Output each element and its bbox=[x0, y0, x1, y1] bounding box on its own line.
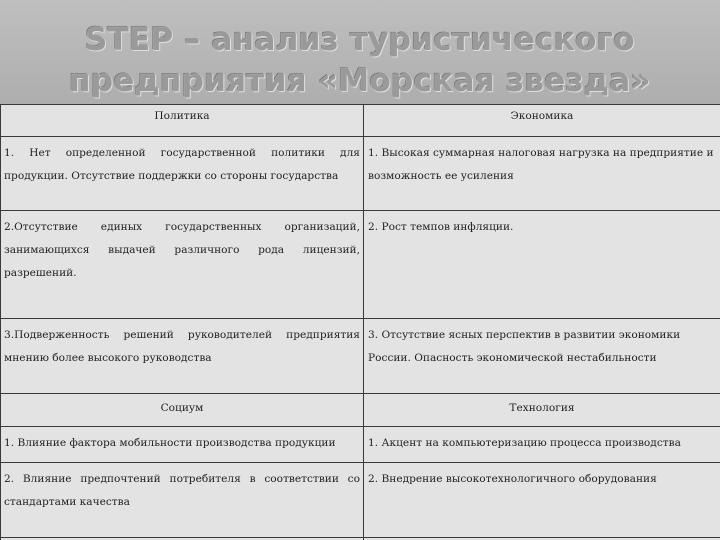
politics-item-2: 2.Отсутствие единых государственных организаций, занимающихся выдачей различного рода лицензий, разрешений. bbox=[4, 221, 360, 279]
politics-item-1: 1. Нет определенной государственной политики для продукции. Отсутствие поддержки со стороны государства bbox=[4, 147, 360, 182]
economy-item-1: 1. Высокая суммарная налоговая нагрузка на предприятие и возможность ее усиления bbox=[368, 147, 714, 182]
header-economy: Экономика bbox=[510, 110, 574, 122]
social-item-2: 2. Влияние предпочтений потребителя в соответствии со стандартами качества bbox=[4, 473, 360, 508]
row-divider bbox=[0, 462, 720, 463]
tech-item-1: 1. Акцент на компьютеризацию процесса производства bbox=[368, 437, 681, 449]
row-divider bbox=[0, 426, 720, 427]
slide-title-line-2: предприятия «Морская звезда» bbox=[69, 63, 651, 99]
header-tech: Технология bbox=[509, 402, 575, 414]
header-social: Социум bbox=[160, 402, 204, 414]
economy-item-2: 2. Рост темпов инфляции. bbox=[368, 221, 514, 233]
column-divider bbox=[363, 104, 364, 540]
social-item-1: 1. Влияние фактора мобильности производства продукции bbox=[4, 437, 336, 449]
row-divider bbox=[0, 104, 720, 105]
politics-item-3: 3.Подверженность решений руководителей предприятия мнению более высокого руководства bbox=[4, 329, 360, 364]
row-divider bbox=[0, 136, 720, 137]
row-divider bbox=[0, 318, 720, 319]
row-divider bbox=[0, 210, 720, 211]
header-politics: Политика bbox=[154, 110, 210, 122]
slide-title-line-1: STEP – анализ туристического bbox=[84, 22, 635, 58]
slide-title bbox=[0, 20, 720, 102]
economy-item-3: 3. Отсутствие ясных перспектив в развитии экономики России. Опасность экономической нестабильности bbox=[368, 329, 681, 364]
row-divider bbox=[0, 393, 720, 394]
row-divider bbox=[0, 537, 720, 538]
tech-item-2: 2. Внедрение высокотехнологичного оборудования bbox=[368, 473, 657, 485]
step-analysis-table bbox=[0, 104, 720, 540]
